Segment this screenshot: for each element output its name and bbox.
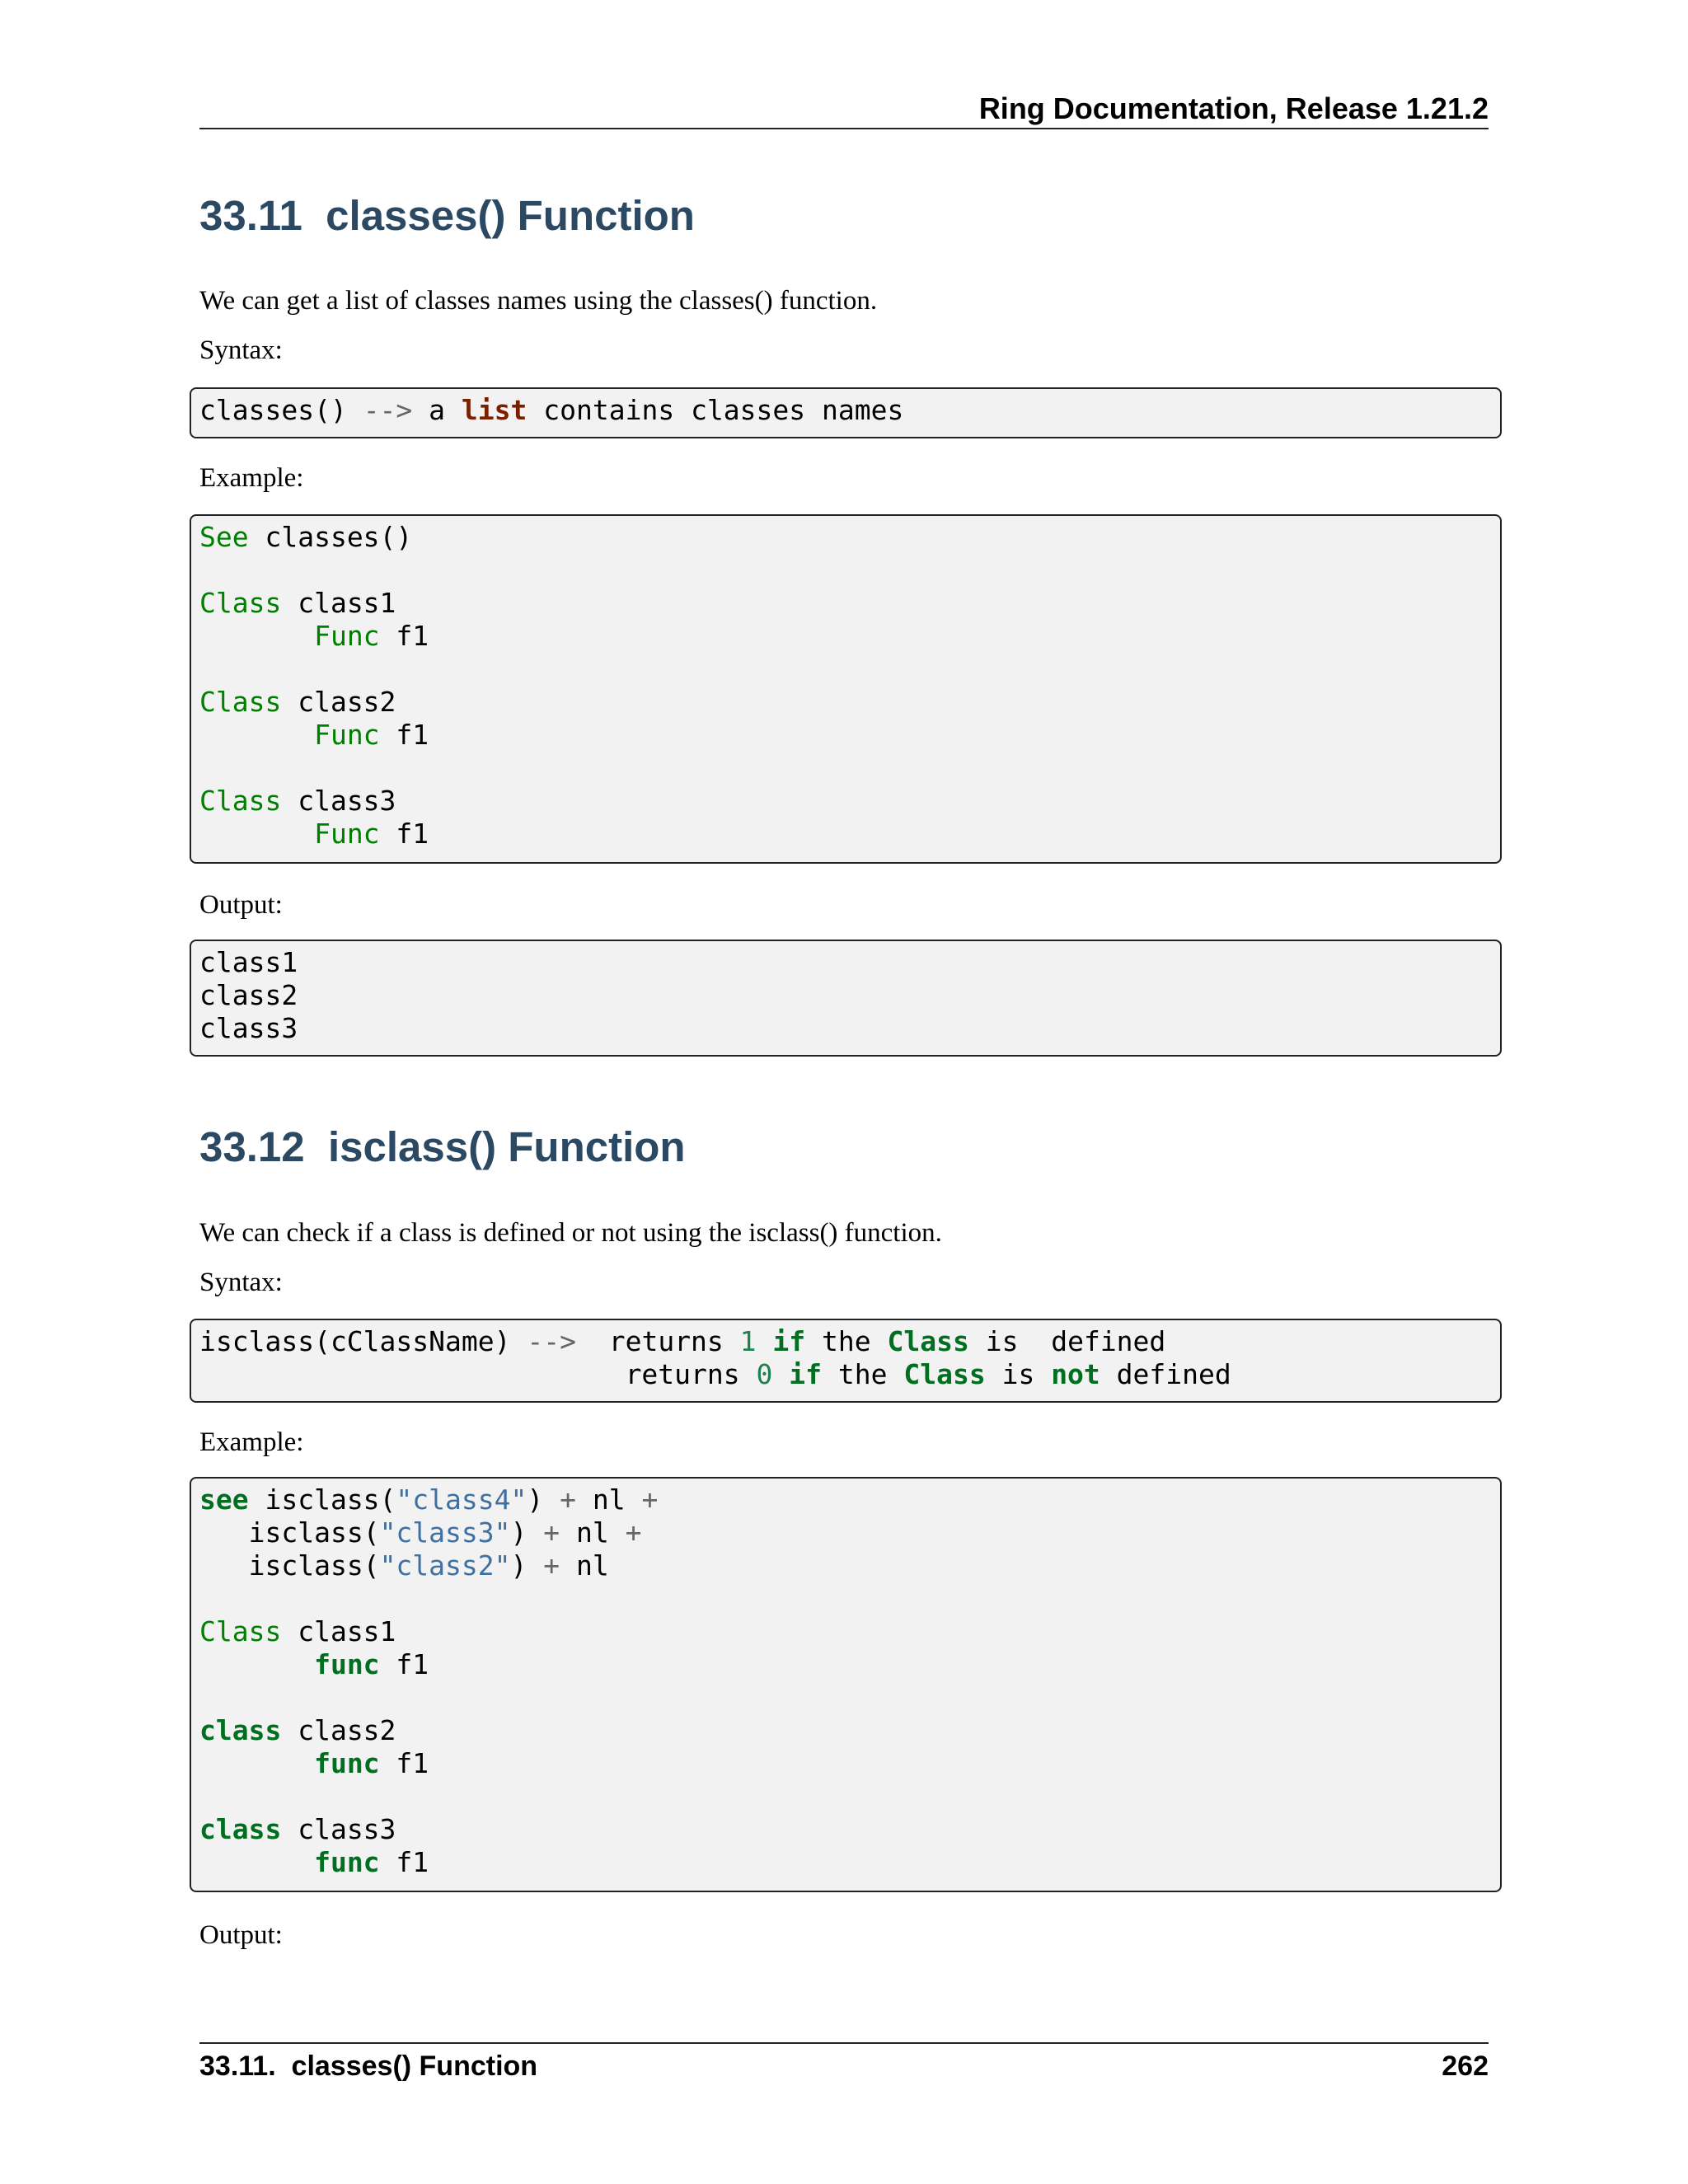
code-line: class class3 [199, 1813, 396, 1845]
code-line-empty [199, 653, 1492, 686]
output-line: class3 [199, 1012, 298, 1044]
code-line: see isclass("class4") + nl + [199, 1483, 659, 1516]
section-title: isclass() Function [327, 1123, 686, 1170]
code-line: class class2 [199, 1714, 396, 1746]
output-label: Output: [199, 1920, 283, 1950]
section-number: 33.11 [199, 192, 302, 239]
code-line-empty [199, 554, 1492, 587]
code-line: Func f1 [314, 620, 429, 652]
example-code-block [190, 514, 1502, 864]
output-code-block [190, 940, 1502, 1057]
code-line: Class class3 [199, 785, 396, 817]
code-line: Class class1 [199, 1615, 396, 1647]
code-line: See classes() [199, 521, 413, 553]
section-intro: We can get a list of classes names using the classes() function. [199, 286, 878, 316]
footer-rule [199, 2042, 1489, 2044]
code-line-empty [199, 1780, 1492, 1813]
syntax-label: Syntax: [199, 335, 283, 365]
section-heading-33-11 [199, 191, 695, 240]
code-line: Class class1 [199, 587, 396, 619]
syntax-label: Syntax: [199, 1268, 283, 1297]
syntax-code-block [190, 1319, 1502, 1403]
footer-section-title: 33.11. classes() Function [199, 2050, 538, 2082]
code-line: Class class2 [199, 686, 396, 718]
example-label: Example: [199, 463, 304, 493]
code-line: isclass(cClassName) --> returns 1 if the Class is defined [199, 1325, 1166, 1357]
section-title: classes() Function [326, 192, 695, 239]
code-line: func f1 [314, 1747, 429, 1779]
code-line: returns 0 if the Class is not defined [625, 1358, 1231, 1390]
code-line: func f1 [314, 1648, 429, 1680]
code-line: classes() --> a list contains classes names [199, 394, 904, 426]
example-label: Example: [199, 1427, 304, 1457]
code-line: isclass("class3") + nl + [248, 1516, 642, 1549]
code-line: Func f1 [314, 818, 429, 850]
output-line: class2 [199, 979, 298, 1011]
code-line-empty [199, 1582, 1492, 1615]
code-line-empty [199, 752, 1492, 785]
code-line: isclass("class2") + nl [248, 1549, 609, 1582]
section-heading-33-12 [199, 1122, 686, 1171]
code-line: Func f1 [314, 719, 429, 751]
output-line: class1 [199, 946, 298, 978]
example-code-block [190, 1477, 1502, 1892]
header-rule [199, 128, 1489, 129]
code-line: func f1 [314, 1846, 429, 1878]
section-number: 33.12 [199, 1123, 305, 1170]
syntax-code-block [190, 387, 1502, 438]
header-title: Ring Documentation, Release 1.21.2 [978, 91, 1489, 125]
page-number: 262 [1442, 2050, 1489, 2082]
code-line-empty [199, 1681, 1492, 1714]
output-label: Output: [199, 890, 283, 920]
section-intro: We can check if a class is defined or not using the isclass() function. [199, 1218, 942, 1248]
